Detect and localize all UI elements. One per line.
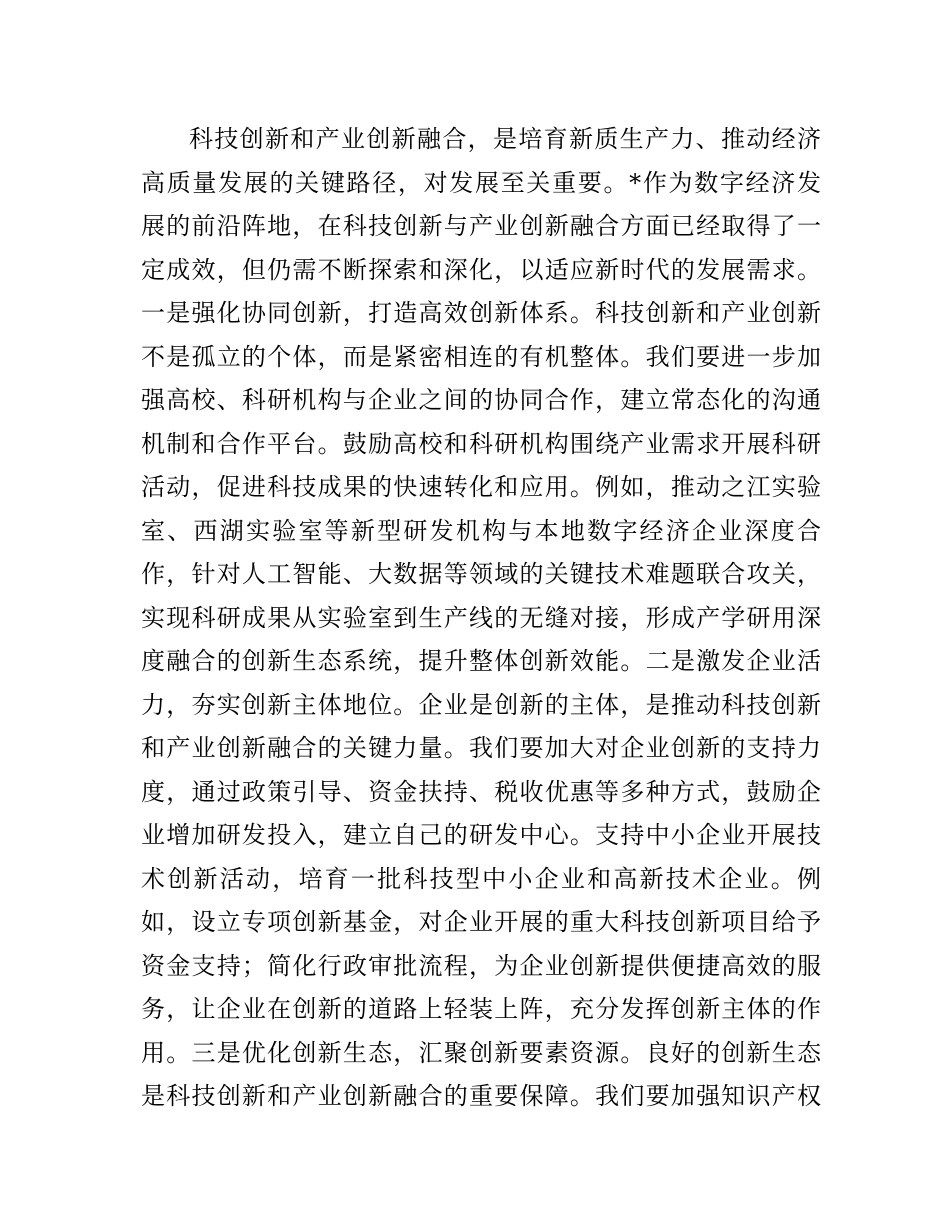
text-line: 如，设立专项创新基金，对企业开展的重大科技创新项目给予	[141, 908, 821, 936]
text-line: 活动，促进科技成果的快速转化和应用。例如，推动之江实验	[141, 473, 821, 501]
text-line: 力，夯实创新主体地位。企业是创新的主体，是推动科技创新	[141, 690, 821, 719]
text-line: 是科技创新和产业创新融合的重要保障。我们要加强知识产权	[141, 1082, 821, 1110]
text-line: 用。三是优化创新生态，汇聚创新要素资源。良好的创新生态	[141, 1038, 821, 1067]
text-line: 业增加研发投入，建立自己的研发中心。支持中小企业开展技	[141, 821, 821, 849]
text-line: 科技创新和产业创新融合，是培育新质生产力、推动经济	[189, 125, 821, 153]
text-line: 务，让企业在创新的道路上轻装上阵，充分发挥创新主体的作	[141, 995, 821, 1023]
text-line: 定成效，但仍需不断探索和深化，以适应新时代的发展需求。	[141, 255, 821, 284]
text-line: 机制和合作平台。鼓励高校和科研机构围绕产业需求开展科研	[141, 429, 821, 458]
text-line: 作，针对人工智能、大数据等领域的关键技术难题联合攻关，	[141, 560, 821, 588]
text-line: 度融合的创新生态系统，提升整体创新效能。二是激发企业活	[141, 647, 821, 675]
text-line: 资金支持；简化行政审批流程，为企业创新提供便捷高效的服	[141, 951, 821, 980]
text-line: 一是强化协同创新，打造高效创新体系。科技创新和产业创新	[141, 299, 821, 327]
text-line: 强高校、科研机构与企业之间的协同合作，建立常态化的沟通	[141, 386, 821, 414]
text-line: 高质量发展的关键路径，对发展至关重要。*作为数字经济发	[141, 168, 821, 197]
text-line: 和产业创新融合的关键力量。我们要加大对企业创新的支持力	[141, 734, 821, 762]
body-paragraph	[141, 118, 821, 1119]
text-line: 不是孤立的个体，而是紧密相连的有机整体。我们要进一步加	[141, 342, 821, 371]
text-line: 度，通过政策引导、资金扶持、税收优惠等多种方式，鼓励企	[141, 777, 821, 806]
text-line: 实现科研成果从实验室到生产线的无缝对接，形成产学研用深	[141, 603, 821, 632]
text-line: 室、西湖实验室等新型研发机构与本地数字经济企业深度合	[141, 516, 821, 545]
text-line: 术创新活动，培育一批科技型中小企业和高新技术企业。例	[141, 864, 821, 893]
text-line: 展的前沿阵地，在科技创新与产业创新融合方面已经取得了一	[141, 212, 821, 240]
